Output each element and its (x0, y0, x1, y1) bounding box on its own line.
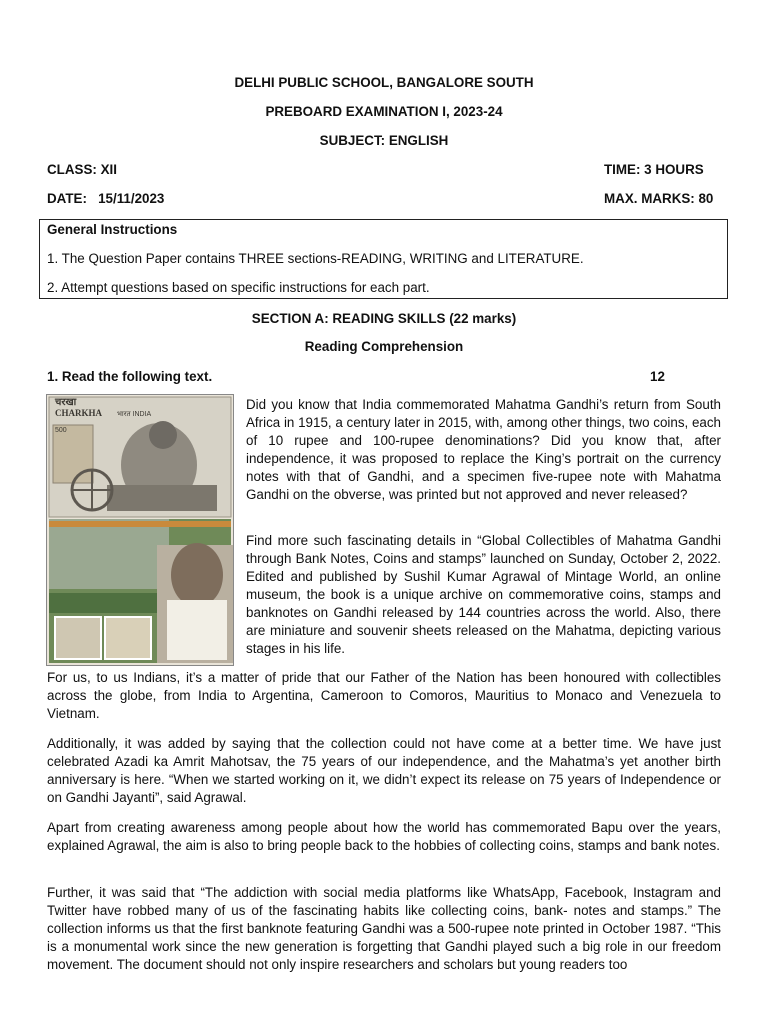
stamp-title-hindi: चरखा (55, 397, 77, 408)
gandhi-stamps-image (46, 394, 234, 666)
paragraph-5: Apart from creating awareness among people about how the world has commemorated Bapu over the years, explained Agrawal, the aim is also to bring people back to the hobbies of collecting coins, stamps and bank notes. (47, 820, 721, 853)
question-text: 1. Read the following text. (47, 369, 213, 384)
section-title: SECTION A: READING SKILLS (22 marks) (251, 311, 517, 326)
paragraph-3: For us, to us Indians, it’s a matter of pride that our Father of the Nation has been honoured with collectibles across the globe, from India to Argentina, Cameroon to Comoros, Mauritius to Monaco and Venezuela to Vietnam. (47, 670, 721, 721)
paragraph-2: Find more such fascinating details in “Global Collectibles of Mahatma Gandhi through Bank Notes, Coins and stamps” launched on Sunday, October 2, 2022. Edited and published by Sushil Kumar Agrawal of Mintage World, an online museum, the book is a unique archive on commemorative coins, stamps and banknotes on Gandhi released by 144 countries across the world. Also, there are miniature and souvenir sheets released on the Mahatma, depicting various stages in his life. (246, 533, 721, 656)
paragraph-4: Additionally, it was added by saying that the collection could not have come at a better time. We have just celebrated Azadi ka Amrit Mahotsav, the 75 years of our independence, and the Mahatma’s yet another birth anniversary is here. “When we started working on it, we didn’t expect its release on 75 years of Independence or on Gandhi Jayanti”, said Agrawal. (47, 736, 721, 805)
question-marks: 12 (650, 369, 665, 384)
section-subtitle: Reading Comprehension (304, 339, 464, 354)
date-label: DATE: 15/11/2023 (47, 191, 165, 206)
general-instructions-box (39, 219, 728, 299)
paragraph-1: Did you know that India commemorated Mahatma Gandhi’s return from South Africa in 1915, a century later in 2015, with, among other things, two coins, each of 10 rupee and 100-rupee denominations? Did you know that, after independence, it was proposed to replace the King’s portrait on the currency notes with that of Gandhi, and a specimen five-rupee note with Mahatma Gandhi on the obverse, was printed but not approved and never released? (246, 397, 721, 502)
paragraph-6: Further, it was said that “The addiction with social media platforms like WhatsApp, Facebook, Instagram and Twitter have robbed many of us of the fascinating habits like collecting coins, bank- notes and stamps.” The collection informs us that the first banknote featuring Gandhi was a 500-rupee note printed in October 1987. “This is a monumental work since the new generation is forgetting that Gandhi played such a big role in our freedom movement. The document should not only inspire researchers and scholars but young readers too (47, 885, 721, 972)
school-name: DELHI PUBLIC SCHOOL, BANGALORE SOUTH (234, 75, 534, 90)
subject-title: SUBJECT: ENGLISH (319, 133, 449, 148)
exam-title: PREBOARD EXAMINATION I, 2023-24 (265, 104, 503, 119)
time-label: TIME: 3 HOURS (604, 162, 704, 177)
stamp-country: भारत INDIA (117, 411, 152, 418)
instruction-item-1: 1. The Question Paper contains THREE sections-READING, WRITING and LITERATURE. (47, 251, 584, 266)
max-marks-label: MAX. MARKS: 80 (604, 191, 714, 206)
class-label: CLASS: XII (47, 162, 117, 177)
instruction-item-2: 2. Attempt questions based on specific instructions for each part. (47, 280, 430, 295)
stamp-value: 500 (55, 427, 67, 434)
stamp-title: CHARKHA (55, 408, 102, 418)
stamp-sheet-illustration (47, 395, 233, 665)
instructions-title: General Instructions (47, 222, 178, 237)
